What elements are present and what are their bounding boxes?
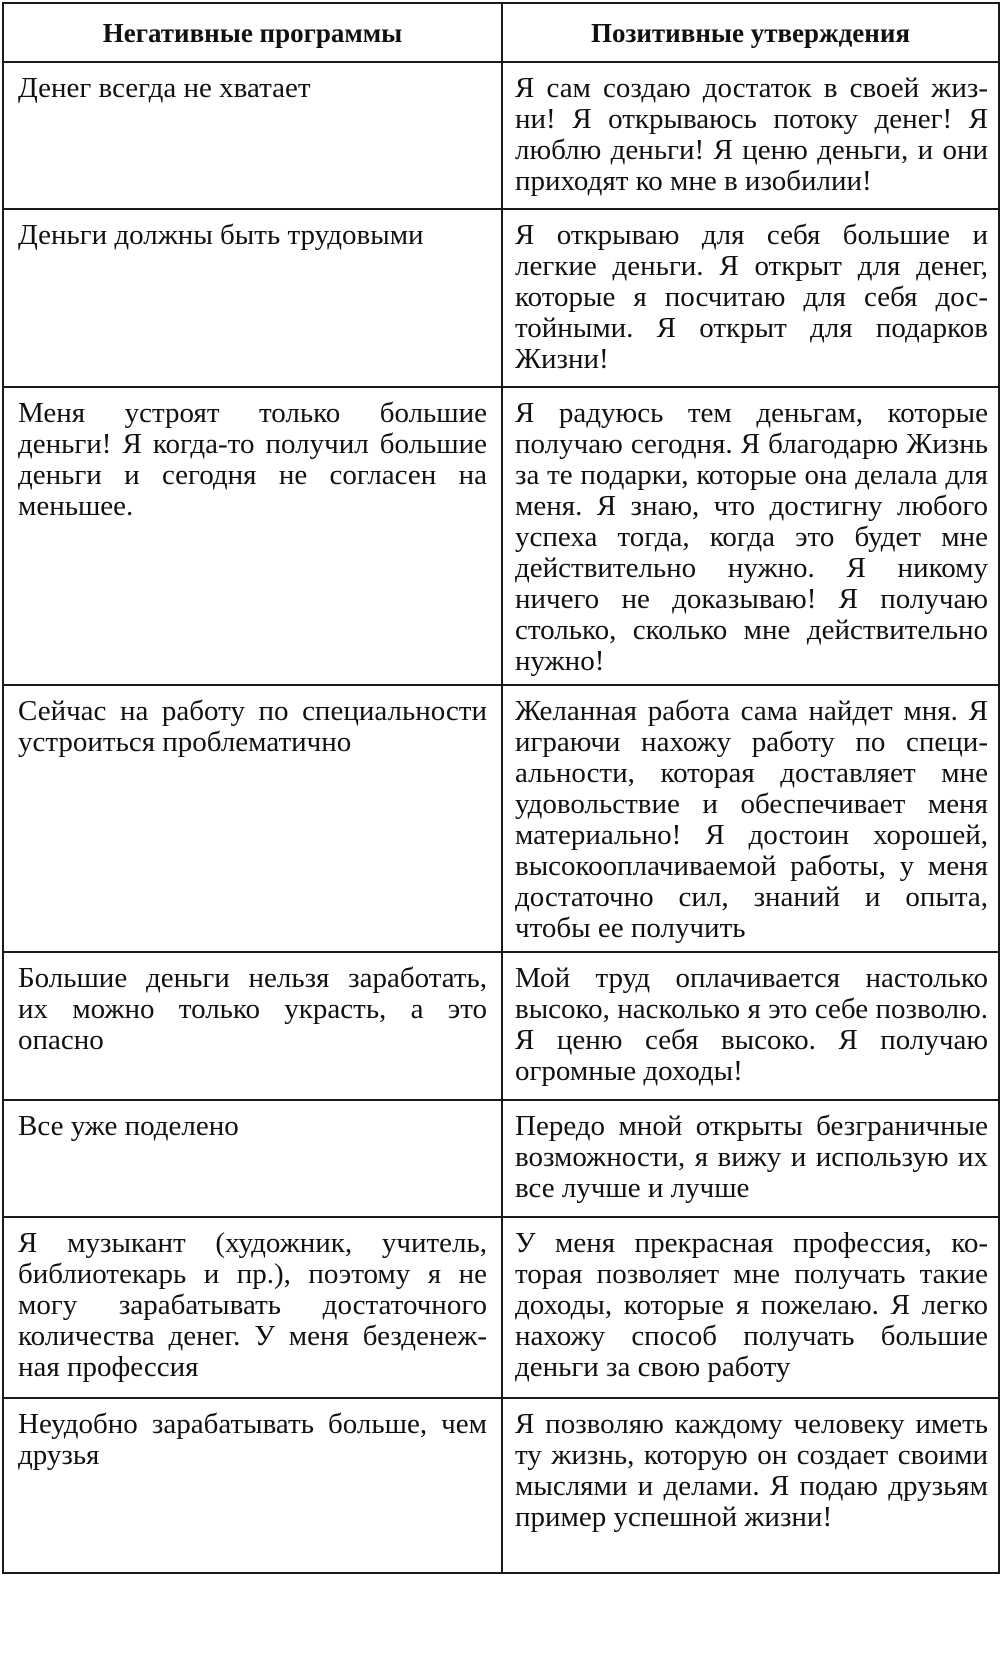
negative-program-cell: Неудобно зарабатывать больше, чем друзья (3, 1398, 502, 1573)
negative-program-cell: Меня устроят только большие деньги! Я когда-то получил большие деньги и сегодня не согласен на меньшее. (3, 387, 502, 685)
positive-statement-cell: У меня прекрасная профессия, которая позволяет мне получать такие доходы, которые я пожелаю. Я легко нахожу способ получать большие деньги за свою работу (502, 1217, 999, 1398)
positive-statement-cell: Я радуюсь тем деньгам, которые получаю сегодня. Я благодарю Жизнь за те подарки, которые она делала для меня. Я знаю, что достигну любого успеха тогда, когда это будет мне действительно нужно. Я никому ничего не доказываю! Я получаю столько, сколько мне действительно нужно! (502, 387, 999, 685)
column-header-positive: Позитивные утверждения (502, 3, 999, 62)
negative-program-cell: Я музыкант (художник, учитель, библиотекарь и пр.), поэтому я не могу зарабатывать достаточного количества денег. У меня безденежная профессия (3, 1217, 502, 1398)
positive-statement-cell: Желанная работа сама найдет мня. Я играючи нахожу работу по специальности, которая доставляет мне удовольствие и обеспечивает меня материально! Я достоин хорошей, высокооплачиваемой работы, у меня достаточно сил, знаний и опыта, чтобы ее получить (502, 685, 999, 952)
positive-statement-cell: Я позволяю каждому человеку иметь ту жизнь, которую он создает своими мыслями и делами. Я подаю друзьям пример успешной жизни! (502, 1398, 999, 1573)
table-row (3, 952, 999, 1100)
positive-statement-cell: Мой труд оплачивается настолько высоко, насколько я это себе позволю. Я ценю себя высоко. Я получаю огромные доходы! (502, 952, 999, 1100)
affirmations-table (2, 2, 1000, 1574)
table-row (3, 685, 999, 952)
negative-program-cell: Большие деньги нельзя заработать, их можно только украсть, а это опасно (3, 952, 502, 1100)
positive-statement-cell: Я сам создаю достаток в своей жизни! Я открываюсь потоку денег! Я люблю деньги! Я ценю деньги, и они приходят ко мне в изобилии! (502, 62, 999, 209)
table-row (3, 1100, 999, 1217)
positive-statement-cell: Передо мной открыты безграничные возможности, я вижу и использую их все лучше и лучше (502, 1100, 999, 1217)
negative-program-cell: Деньги должны быть трудовыми (3, 209, 502, 387)
table-row (3, 387, 999, 685)
negative-program-cell: Денег всегда не хватает (3, 62, 502, 209)
table-row (3, 1217, 999, 1398)
column-header-negative: Негативные программы (3, 3, 502, 62)
positive-statement-cell: Я открываю для себя большие и легкие деньги. Я открыт для денег, которые я посчитаю для себя достойными. Я открыт для подарков Жизни! (502, 209, 999, 387)
negative-program-cell: Все уже поделено (3, 1100, 502, 1217)
table-header-row (3, 3, 999, 62)
negative-program-cell: Сейчас на работу по специальности устроиться проблематично (3, 685, 502, 952)
table-row (3, 209, 999, 387)
table-row (3, 1398, 999, 1573)
table-row (3, 62, 999, 209)
